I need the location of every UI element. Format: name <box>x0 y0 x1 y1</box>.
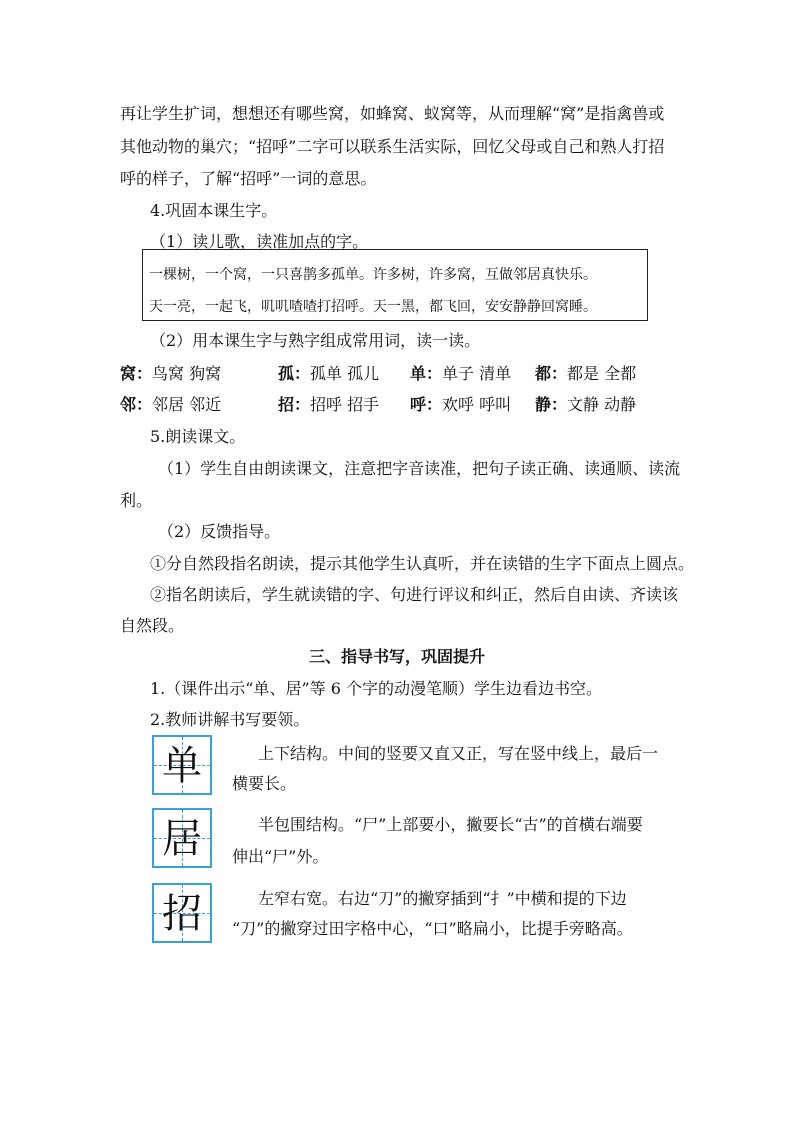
char-desc: 左窄右宽。右边“刀”的撇穿插到“扌”中横和提的下边 <box>258 889 627 908</box>
word-key: 静： <box>535 395 568 414</box>
char-desc-cont: 伸出“尸”外。 <box>232 847 329 866</box>
step5-point2-cont: 自然段。 <box>120 616 185 635</box>
word-list: 邻居 邻近 <box>152 395 222 414</box>
word-key: 都： <box>535 364 568 383</box>
step4-sub1: （1）读儿歌，读准加点的字。 <box>150 232 369 251</box>
word-list: 鸟窝 狗窝 <box>152 364 222 383</box>
step4-sub2: （2）用本课生字与熟字组成常用词，读一读。 <box>150 331 481 350</box>
word-key: 邻： <box>120 395 153 414</box>
word-group <box>410 361 511 384</box>
tian-grid <box>152 735 212 795</box>
grid-character: 单 <box>162 743 202 789</box>
char-desc: 上下结构。中间的竖要又直又正，写在竖中线上，最后一 <box>258 744 659 763</box>
section3-item2: 2.教师讲解书写要领。 <box>150 710 310 729</box>
step5-point1: ①分自然段指名朗读，提示其他学生认真听，并在读错的生字下面点上圆点。 <box>150 554 695 573</box>
word-list: 孤单 孤儿 <box>310 364 380 383</box>
step5-point2: ②指名朗读后，学生就读错的字、句进行评议和纠正，然后自由读、齐读该 <box>150 585 679 604</box>
grid-character: 招 <box>162 891 202 937</box>
word-key: 窝： <box>120 364 153 383</box>
section3-heading: 三、指导书写，巩固提升 <box>308 647 485 666</box>
poem-box <box>142 249 648 321</box>
word-group <box>535 361 636 384</box>
tian-grid <box>152 808 212 868</box>
step5-sub2: （2）反馈指导。 <box>158 522 281 541</box>
step4-title: 4.巩固本课生字。 <box>150 201 278 220</box>
section3-item1: 1.（课件出示“单、居”等 6 个字的动漫笔顺）学生边看边书空。 <box>150 679 602 698</box>
poem-line: 一棵树，一个窝，一只喜鹊多孤单。许多树，许多窝，互做邻居真快乐。 <box>149 267 597 283</box>
word-group <box>535 392 636 415</box>
word-list: 欢呼 呼叫 <box>442 395 512 414</box>
word-group <box>410 392 511 415</box>
tian-grid <box>152 883 212 943</box>
word-list: 单子 清单 <box>442 364 512 383</box>
poem-line: 天一亮，一起飞，叽叽喳喳打招呼。天一黑，都飞回，安安静静回窝睡。 <box>149 299 597 315</box>
word-key: 单： <box>410 364 443 383</box>
grid-character: 居 <box>162 816 202 862</box>
word-group <box>278 361 379 384</box>
char-desc: 半包围结构。“尸”上部要小，撇要长“古”的首横右端要 <box>258 815 643 834</box>
word-key: 呼： <box>410 395 443 414</box>
word-group <box>120 361 221 384</box>
word-key: 招： <box>278 395 311 414</box>
word-list: 招呼 招手 <box>310 395 380 414</box>
char-desc-cont: 横要长。 <box>232 774 297 793</box>
intro-line: 再让学生扩词，想想还有哪些窝，如蜂窝、蚁窝等，从而理解“窝”是指禽兽或 <box>120 104 665 123</box>
char-desc-cont: “刀”的撇穿过田字格中心，“口”略扁小，比提手旁略高。 <box>232 919 633 938</box>
step5-title: 5.朗读课文。 <box>150 427 246 446</box>
word-list: 都是 全都 <box>567 364 637 383</box>
word-key: 孤： <box>278 364 311 383</box>
intro-line: 呼的样子，了解“招呼”一词的意思。 <box>120 169 377 188</box>
word-group <box>120 392 221 415</box>
step5-sub1: （1）学生自由朗读课文，注意把字音读准，把句子读正确、读通顺、读流 <box>158 459 681 478</box>
step5-sub1-cont: 利。 <box>120 491 153 510</box>
intro-line: 其他动物的巢穴；“招呼”二字可以联系生活实际，回忆父母或自己和熟人打招 <box>120 137 665 156</box>
word-group <box>278 392 379 415</box>
word-list: 文静 动静 <box>567 395 637 414</box>
